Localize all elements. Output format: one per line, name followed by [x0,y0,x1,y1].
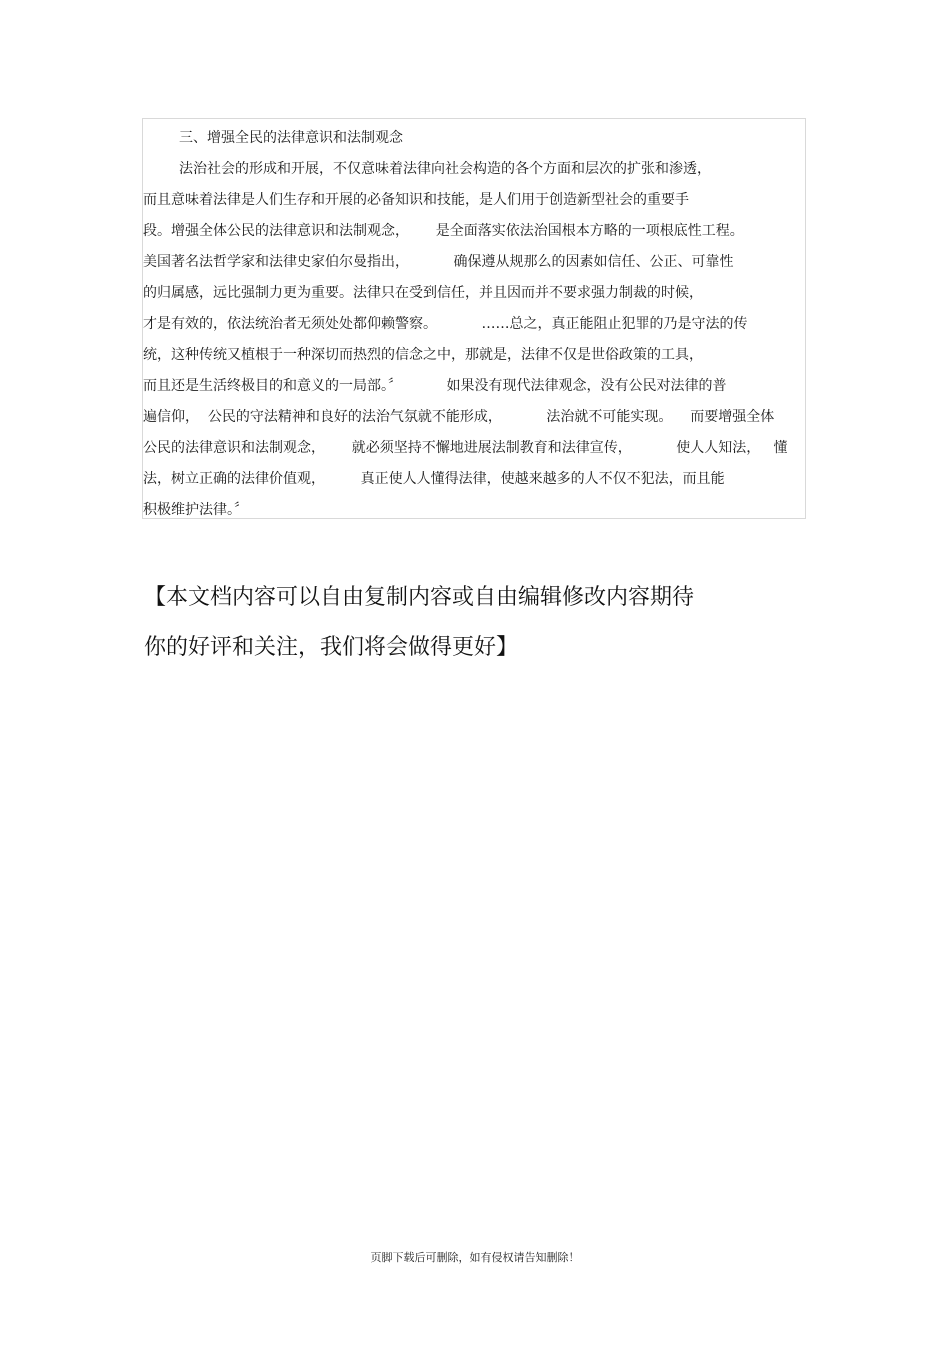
notice-line-1: 【本文档内容可以自由复制内容或自由编辑修改内容期待 [144,585,695,610]
document-body [142,118,806,519]
paragraph-line: 而且意味着法律是人们生存和开展的必备知识和技能，是人们用于创造新型社会的重要手 [143,192,689,208]
paragraph-line: 法，树立正确的法律价值观， 真正使人人懂得法律，使越来越多的人不仅不犯法，而且能 [143,471,725,487]
paragraph-line: 而且还是生活终极目的和意义的一局部。〞 如果没有现代法律观念，没有公民对法律的普 [143,378,727,394]
paragraph-line: 美国著名法哲学家和法律史家伯尔曼指出， 确保遵从规那么的因素如信任、公正、可靠性 [143,254,734,270]
paragraph-line: 的归属感，远比强制力更为重要。法律只在受到信任，并且因而并不要求强力制裁的时候， [143,285,703,301]
paragraph-line: 遍信仰， 公民的守法精神和良好的法治气氛就不能形成， 法治就不可能实现。 而要增强全体 [143,409,775,425]
paragraph-line: 段。增强全体公民的法律意识和法制观念， 是全面落实依法治国根本方略的一项根底性工程。 [143,223,744,239]
paragraph-line: 积极维护法律。〞 [143,502,248,518]
paragraph-line: 才是有效的，依法统治者无须处处都仰赖警察。 ……总之，真正能阻止犯罪的乃是守法的传 [143,316,748,332]
paragraph-line: 统，这种传统又植根于一种深切而热烈的信念之中，那就是，法律不仅是世俗政策的工具， [143,347,703,363]
paragraph-line: 公民的法律意识和法制观念， 就必须坚持不懈地进展法制教育和法律宣传， 使人人知法， 懂 [143,440,788,456]
paragraph-line: 法治社会的形成和开展，不仅意味着法律向社会构造的各个方面和层次的扩张和渗透， [179,161,711,177]
page-footer: 页脚下载后可删除，如有侵权请告知删除！ [370,1251,580,1264]
section-heading: 三、增强全民的法律意识和法制观念 [179,130,403,146]
notice-line-2: 你的好评和关注，我们将会做得更好】 [144,635,519,660]
